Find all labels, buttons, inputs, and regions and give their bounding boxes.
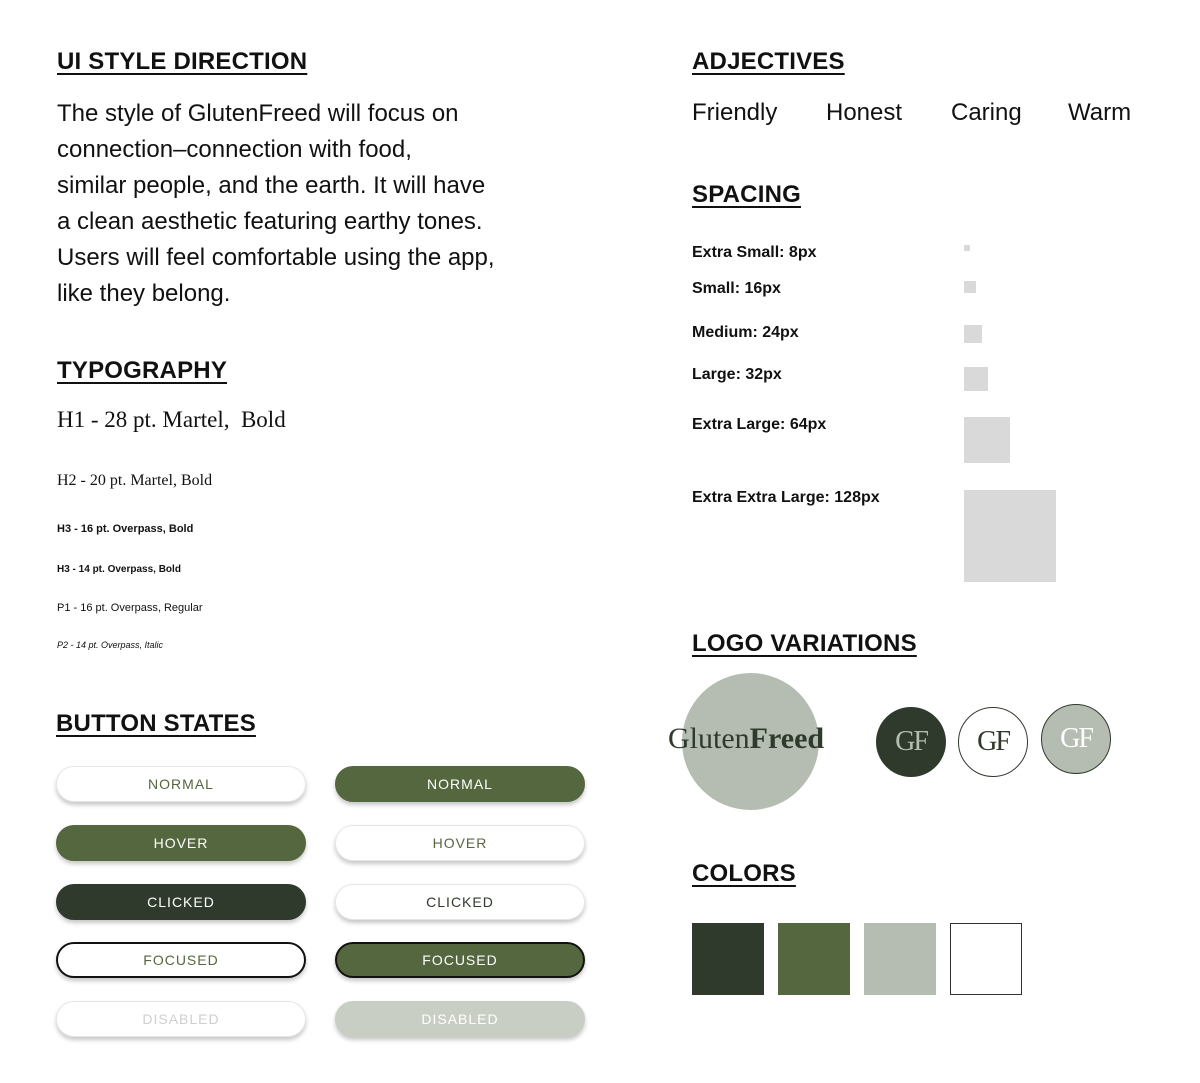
spacing-swatch-xxl (964, 490, 1056, 582)
logo-variations-heading: LOGO VARIATIONS (692, 630, 917, 657)
spacing-label-xl: Extra Large: 64px (692, 416, 827, 433)
hover-button-dark[interactable]: HOVER (335, 825, 585, 861)
logo-word-light: Gluten (668, 722, 750, 755)
disabled-button-light: DISABLED (56, 1001, 306, 1037)
style-direction-heading: UI STYLE DIRECTION (57, 48, 308, 75)
type-p1-sample: P1 - 16 pt. Overpass, Regular (57, 602, 203, 614)
spacing-swatch-m (964, 325, 982, 343)
logo-wordmark (668, 722, 824, 756)
spacing-label-xs: Extra Small: 8px (692, 244, 817, 261)
typography-heading: TYPOGRAPHY (57, 357, 228, 384)
hover-button-light[interactable]: HOVER (56, 825, 306, 861)
spacing-swatch-s (964, 281, 976, 293)
disabled-button-dark: DISABLED (335, 1001, 585, 1037)
logo-monogram-white: GF (958, 707, 1028, 777)
color-swatch-white (950, 923, 1022, 995)
style-line: Users will feel comfortable using the app, (57, 244, 495, 271)
color-swatch-sage (864, 923, 936, 995)
style-line: a clean aesthetic featuring earthy tones. (57, 208, 483, 235)
logo-word-bold: Freed (749, 722, 825, 755)
adjective-warm: Warm (1068, 99, 1132, 126)
focused-button-dark[interactable]: FOCUSED (335, 942, 585, 978)
spacing-swatch-xs (964, 245, 970, 251)
type-p2-sample: P2 - 14 pt. Overpass, Italic (57, 640, 164, 650)
type-h3a-sample: H3 - 16 pt. Overpass, Bold (57, 523, 194, 535)
clicked-button-light[interactable]: CLICKED (56, 884, 306, 920)
color-swatch-dark-green (692, 923, 764, 995)
spacing-swatch-l (964, 367, 988, 391)
style-direction-text (57, 96, 537, 312)
colors-heading: COLORS (692, 860, 796, 887)
type-h1-sample: H1 - 28 pt. Martel, Bold (57, 407, 286, 432)
spacing-label-s: Small: 16px (692, 280, 781, 297)
adjective-caring: Caring (951, 99, 1022, 126)
button-states-heading: BUTTON STATES (56, 710, 256, 737)
spacing-label-m: Medium: 24px (692, 324, 799, 341)
adjectives-heading: ADJECTIVES (692, 48, 845, 75)
color-swatch-olive-green (778, 923, 850, 995)
style-line: The style of GlutenFreed will focus on (57, 100, 459, 127)
spacing-label-l: Large: 32px (692, 366, 782, 383)
spacing-swatch-xl (964, 417, 1010, 463)
normal-button-dark[interactable]: NORMAL (335, 766, 585, 802)
spacing-label-xxl: Extra Extra Large: 128px (692, 489, 880, 506)
style-line: connection–connection with food, (57, 136, 412, 163)
adjective-honest: Honest (826, 99, 903, 126)
adjective-friendly: Friendly (692, 99, 778, 126)
style-line: similar people, and the earth. It will have (57, 172, 486, 199)
logo-monogram-sage: GF (1041, 704, 1111, 774)
focused-button-light[interactable]: FOCUSED (56, 942, 306, 978)
type-h2-sample: H2 - 20 pt. Martel, Bold (57, 472, 213, 489)
normal-button-light[interactable]: NORMAL (56, 766, 306, 802)
type-h3b-sample: H3 - 14 pt. Overpass, Bold (57, 564, 181, 575)
logo-monogram-dark: GF (876, 707, 946, 777)
style-line: like they belong. (57, 280, 231, 307)
spacing-heading: SPACING (692, 181, 801, 208)
clicked-button-dark[interactable]: CLICKED (335, 884, 585, 920)
